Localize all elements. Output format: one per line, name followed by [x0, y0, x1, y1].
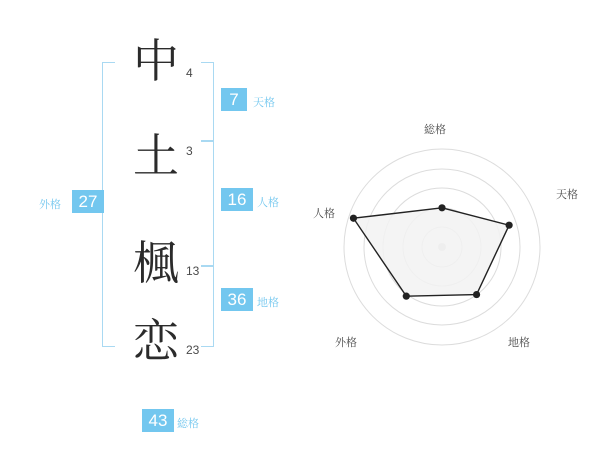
chip-tenkaku-value: 7: [221, 88, 247, 111]
name-char-3: 楓: [133, 236, 179, 290]
name-char-4: 恋: [133, 314, 179, 368]
name-char-1: 中: [133, 34, 179, 88]
chip-soukaku-label: 総格: [177, 418, 199, 430]
radar-chart: [300, 0, 600, 470]
stroke-count-4: 23: [186, 343, 200, 357]
chip-jinkaku-value: 16: [221, 188, 253, 211]
bracket-tenkaku: [201, 62, 214, 142]
radar-axis-label-jinkaku: 人格: [313, 208, 335, 220]
chip-chikaku-label: 地格: [257, 297, 279, 309]
chip-soukaku-value: 43: [142, 409, 174, 432]
chip-gaikaku-label: 外格: [39, 199, 61, 211]
chip-chikaku-value: 36: [221, 288, 253, 311]
radar-point-地格: [473, 291, 480, 298]
stroke-count-3: 13: [186, 264, 200, 278]
radar-point-人格: [350, 215, 357, 222]
chip-jinkaku-label: 人格: [257, 197, 279, 209]
radar-axis-label-tenkaku: 天格: [556, 189, 578, 201]
chip-tenkaku-label: 天格: [253, 97, 275, 109]
radar-point-天格: [506, 222, 513, 229]
stroke-count-2: 3: [186, 144, 193, 158]
name-char-2: 土: [133, 129, 179, 183]
bracket-chikaku: [201, 265, 214, 347]
radar-polygon: [353, 208, 509, 296]
radar-axis-label-gaikaku: 外格: [335, 337, 357, 349]
radar-chart-svg: [300, 0, 600, 470]
radar-point-総格: [438, 204, 445, 211]
radar-axis-label-chikaku: 地格: [508, 337, 530, 349]
stroke-count-1: 4: [186, 66, 193, 80]
radar-point-外格: [403, 293, 410, 300]
bracket-jinkaku: [201, 140, 214, 267]
radar-axis-label-soukaku: 総格: [424, 124, 446, 136]
chip-gaikaku-value: 27: [72, 190, 104, 213]
